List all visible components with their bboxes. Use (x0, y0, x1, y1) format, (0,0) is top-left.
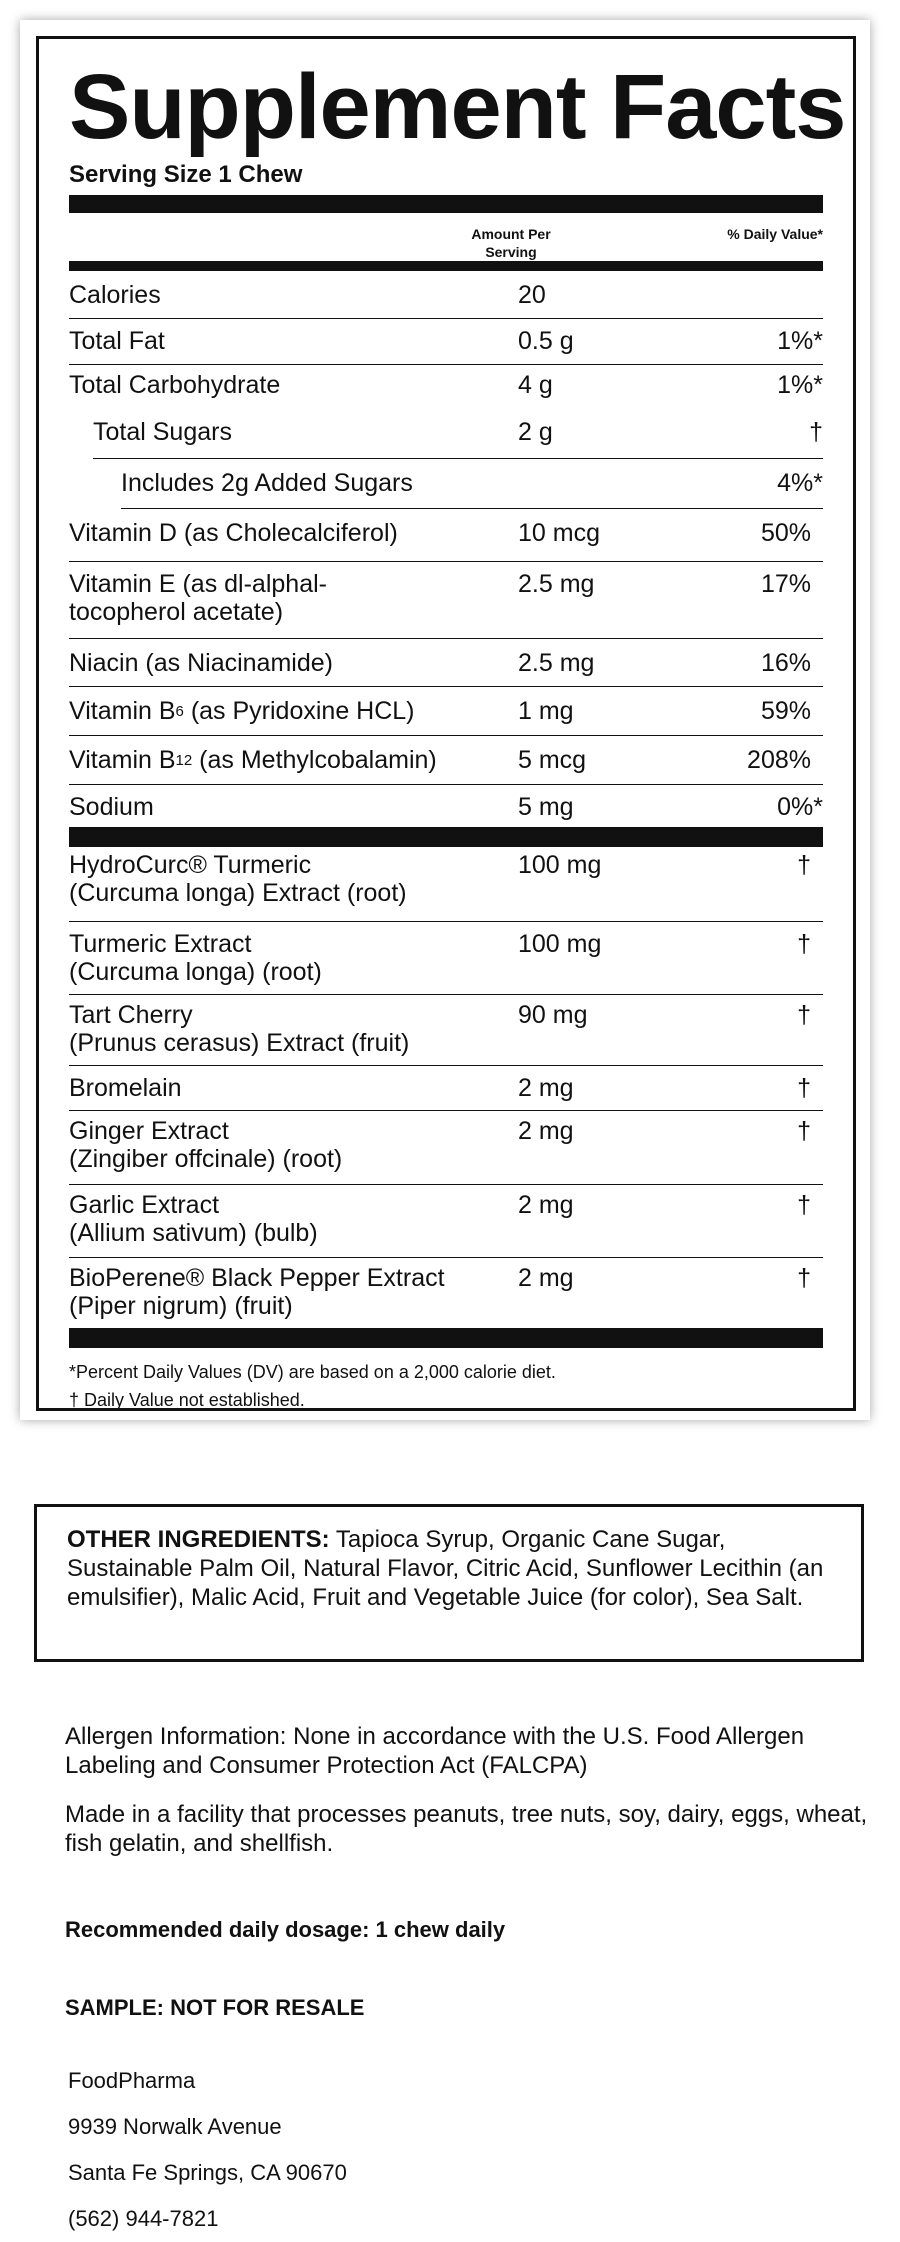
nutrient-dv: 59% (760, 697, 811, 725)
ingredient-dv: † (797, 851, 811, 879)
nutrient-row (69, 785, 823, 827)
nutrient-amount: 4 g (518, 371, 553, 399)
serving-size: Serving Size 1 Chew (69, 161, 303, 188)
facts-title: Supplement Facts (69, 56, 846, 158)
nutrient-dv: † (809, 418, 823, 446)
ingredient-dv: † (797, 1191, 811, 1219)
footnote-daily-value: *Percent Daily Values (DV) are based on a 2,000 calorie diet. (69, 1362, 556, 1382)
nutrient-dv: 17% (760, 570, 811, 598)
nutrient-row (69, 271, 823, 319)
nutrient-dv: 1%* (777, 327, 823, 355)
divider-thick (69, 827, 823, 847)
nutrient-amount: 2 g (518, 418, 553, 446)
recommended-dosage: Recommended daily dosage: 1 chew daily (65, 1917, 506, 1942)
nutrient-dv: 208% (747, 746, 811, 774)
ingredient-dv: † (797, 1001, 811, 1029)
nutrient-name: Total Fat (69, 327, 165, 355)
address-street: 9939 Norwalk Avenue (68, 2114, 282, 2139)
nutrient-name: Vitamin $B_6$ (as Pyridoxine HCL) (69, 697, 415, 725)
facility-statement: Made in a facility that processes peanuts, tree nuts, soy, dairy, eggs, wheat, fish gelatin, and shellfish. (65, 1801, 868, 1857)
other-ingredients-label: OTHER INGREDIENTS: (67, 1526, 330, 1553)
address-company: FoodPharma (68, 2068, 196, 2093)
nutrient-name: Includes 2g Added Sugars (121, 469, 413, 497)
nutrient-dv: 1%* (777, 371, 823, 399)
divider-thick (69, 1328, 823, 1348)
ingredient-dv: † (797, 1264, 811, 1292)
other-ingredients-text: Tapioca Syrup, Organic Cane Sugar, Sustainable Palm Oil, Natural Flavor, Citric Acid, Sunflower Lecithin (an emulsifier), Malic Acid, Fruit and Vegetable Juice (for color), Sea Salt. (67, 1526, 824, 1611)
column-header-row (69, 213, 823, 261)
nutrient-name: Vitamin E (as dl-alphal- tocopherol acetate) (69, 570, 327, 626)
nutrient-amount: 20 (518, 281, 546, 309)
sample-notice: SAMPLE: NOT FOR RESALE (65, 1995, 365, 2020)
ingredient-name: Bromelain (69, 1074, 182, 1102)
divider-thick (69, 195, 823, 213)
nutrient-row (69, 687, 823, 736)
nutrient-row (69, 639, 823, 687)
nutrient-dv: 50% (760, 519, 811, 547)
supplement-facts-panel (36, 36, 856, 1411)
ingredient-row (69, 1066, 823, 1111)
ingredient-amount: 100 mg (518, 930, 602, 958)
ingredient-row (69, 1185, 823, 1258)
nutrient-name: Total Carbohydrate (69, 371, 281, 399)
nutrient-name: Sodium (69, 793, 154, 821)
footnote-dagger: † Daily Value not established. (69, 1390, 305, 1410)
nutrient-name: Niacin (as Niacinamide) (69, 649, 333, 677)
address-city: Santa Fe Springs, CA 90670 (68, 2160, 347, 2185)
nutrient-row (121, 459, 823, 509)
header-daily-value: % Daily Value* (727, 226, 823, 242)
ingredient-amount: 2 mg (518, 1264, 574, 1292)
nutrient-amount: 2.5 mg (518, 649, 595, 677)
nutrient-row (69, 365, 823, 410)
nutrient-row (69, 562, 823, 639)
ingredient-dv: † (797, 1074, 811, 1102)
ingredient-row (69, 1258, 823, 1328)
nutrient-dv: 4%* (777, 469, 823, 497)
ingredient-name: Tart Cherry (Prunus cerasus) Extract (fruit) (69, 1001, 410, 1057)
nutrient-amount: 10 mcg (518, 519, 600, 547)
nutrient-row (93, 410, 823, 459)
nutrient-name: Calories (69, 281, 161, 309)
nutrient-name: Total Sugars (93, 418, 232, 446)
header-amount-per-serving: Amount Per Serving (471, 226, 551, 260)
ingredient-name: HydroCurc® Turmeric (Curcuma longa) Extract (root) (69, 851, 407, 907)
nutrient-amount: 5 mg (518, 793, 574, 821)
ingredient-row (69, 847, 823, 922)
ingredient-dv: † (797, 930, 811, 958)
nutrient-name: Vitamin D (as Cholecalciferol) (69, 519, 398, 547)
ingredient-amount: 100 mg (518, 851, 602, 879)
ingredient-amount: 2 mg (518, 1117, 574, 1145)
ingredient-name: BioPerene® Black Pepper Extract (Piper nigrum) (fruit) (69, 1264, 445, 1320)
ingredient-row (69, 995, 823, 1066)
ingredient-row (69, 922, 823, 995)
nutrient-dv: 16% (760, 649, 811, 677)
ingredient-amount: 2 mg (518, 1191, 574, 1219)
ingredient-dv: † (797, 1117, 811, 1145)
nutrient-name: Vitamin $B_{12}$ (as Methylcobalamin) (69, 746, 437, 774)
allergen-info: Allergen Information: None in accordance with the U.S. Food Allergen Labeling and Consumer Protection Act (FALCPA) (65, 1723, 805, 1779)
nutrient-amount: 0.5 g (518, 327, 574, 355)
nutrient-amount: 5 mcg (518, 746, 587, 774)
divider-medium (69, 261, 823, 271)
nutrient-amount: 1 mg (518, 697, 574, 725)
nutrient-row (69, 509, 823, 562)
ingredient-name: Turmeric Extract (Curcuma longa) (root) (69, 930, 322, 986)
nutrient-row (69, 736, 823, 785)
nutrient-dv: 0%* (777, 793, 823, 821)
ingredient-amount: 90 mg (518, 1001, 588, 1029)
ingredient-name: Ginger Extract (Zingiber offcinale) (root) (69, 1117, 343, 1173)
facts-footnotes (69, 1358, 823, 1414)
address-phone: (562) 944-7821 (68, 2206, 219, 2231)
ingredient-name: Garlic Extract (Allium sativum) (bulb) (69, 1191, 318, 1247)
ingredient-amount: 2 mg (518, 1074, 574, 1102)
other-ingredients-box (34, 1504, 864, 1662)
nutrient-row (69, 319, 823, 365)
nutrient-amount: 2.5 mg (518, 570, 595, 598)
ingredient-row (69, 1111, 823, 1185)
